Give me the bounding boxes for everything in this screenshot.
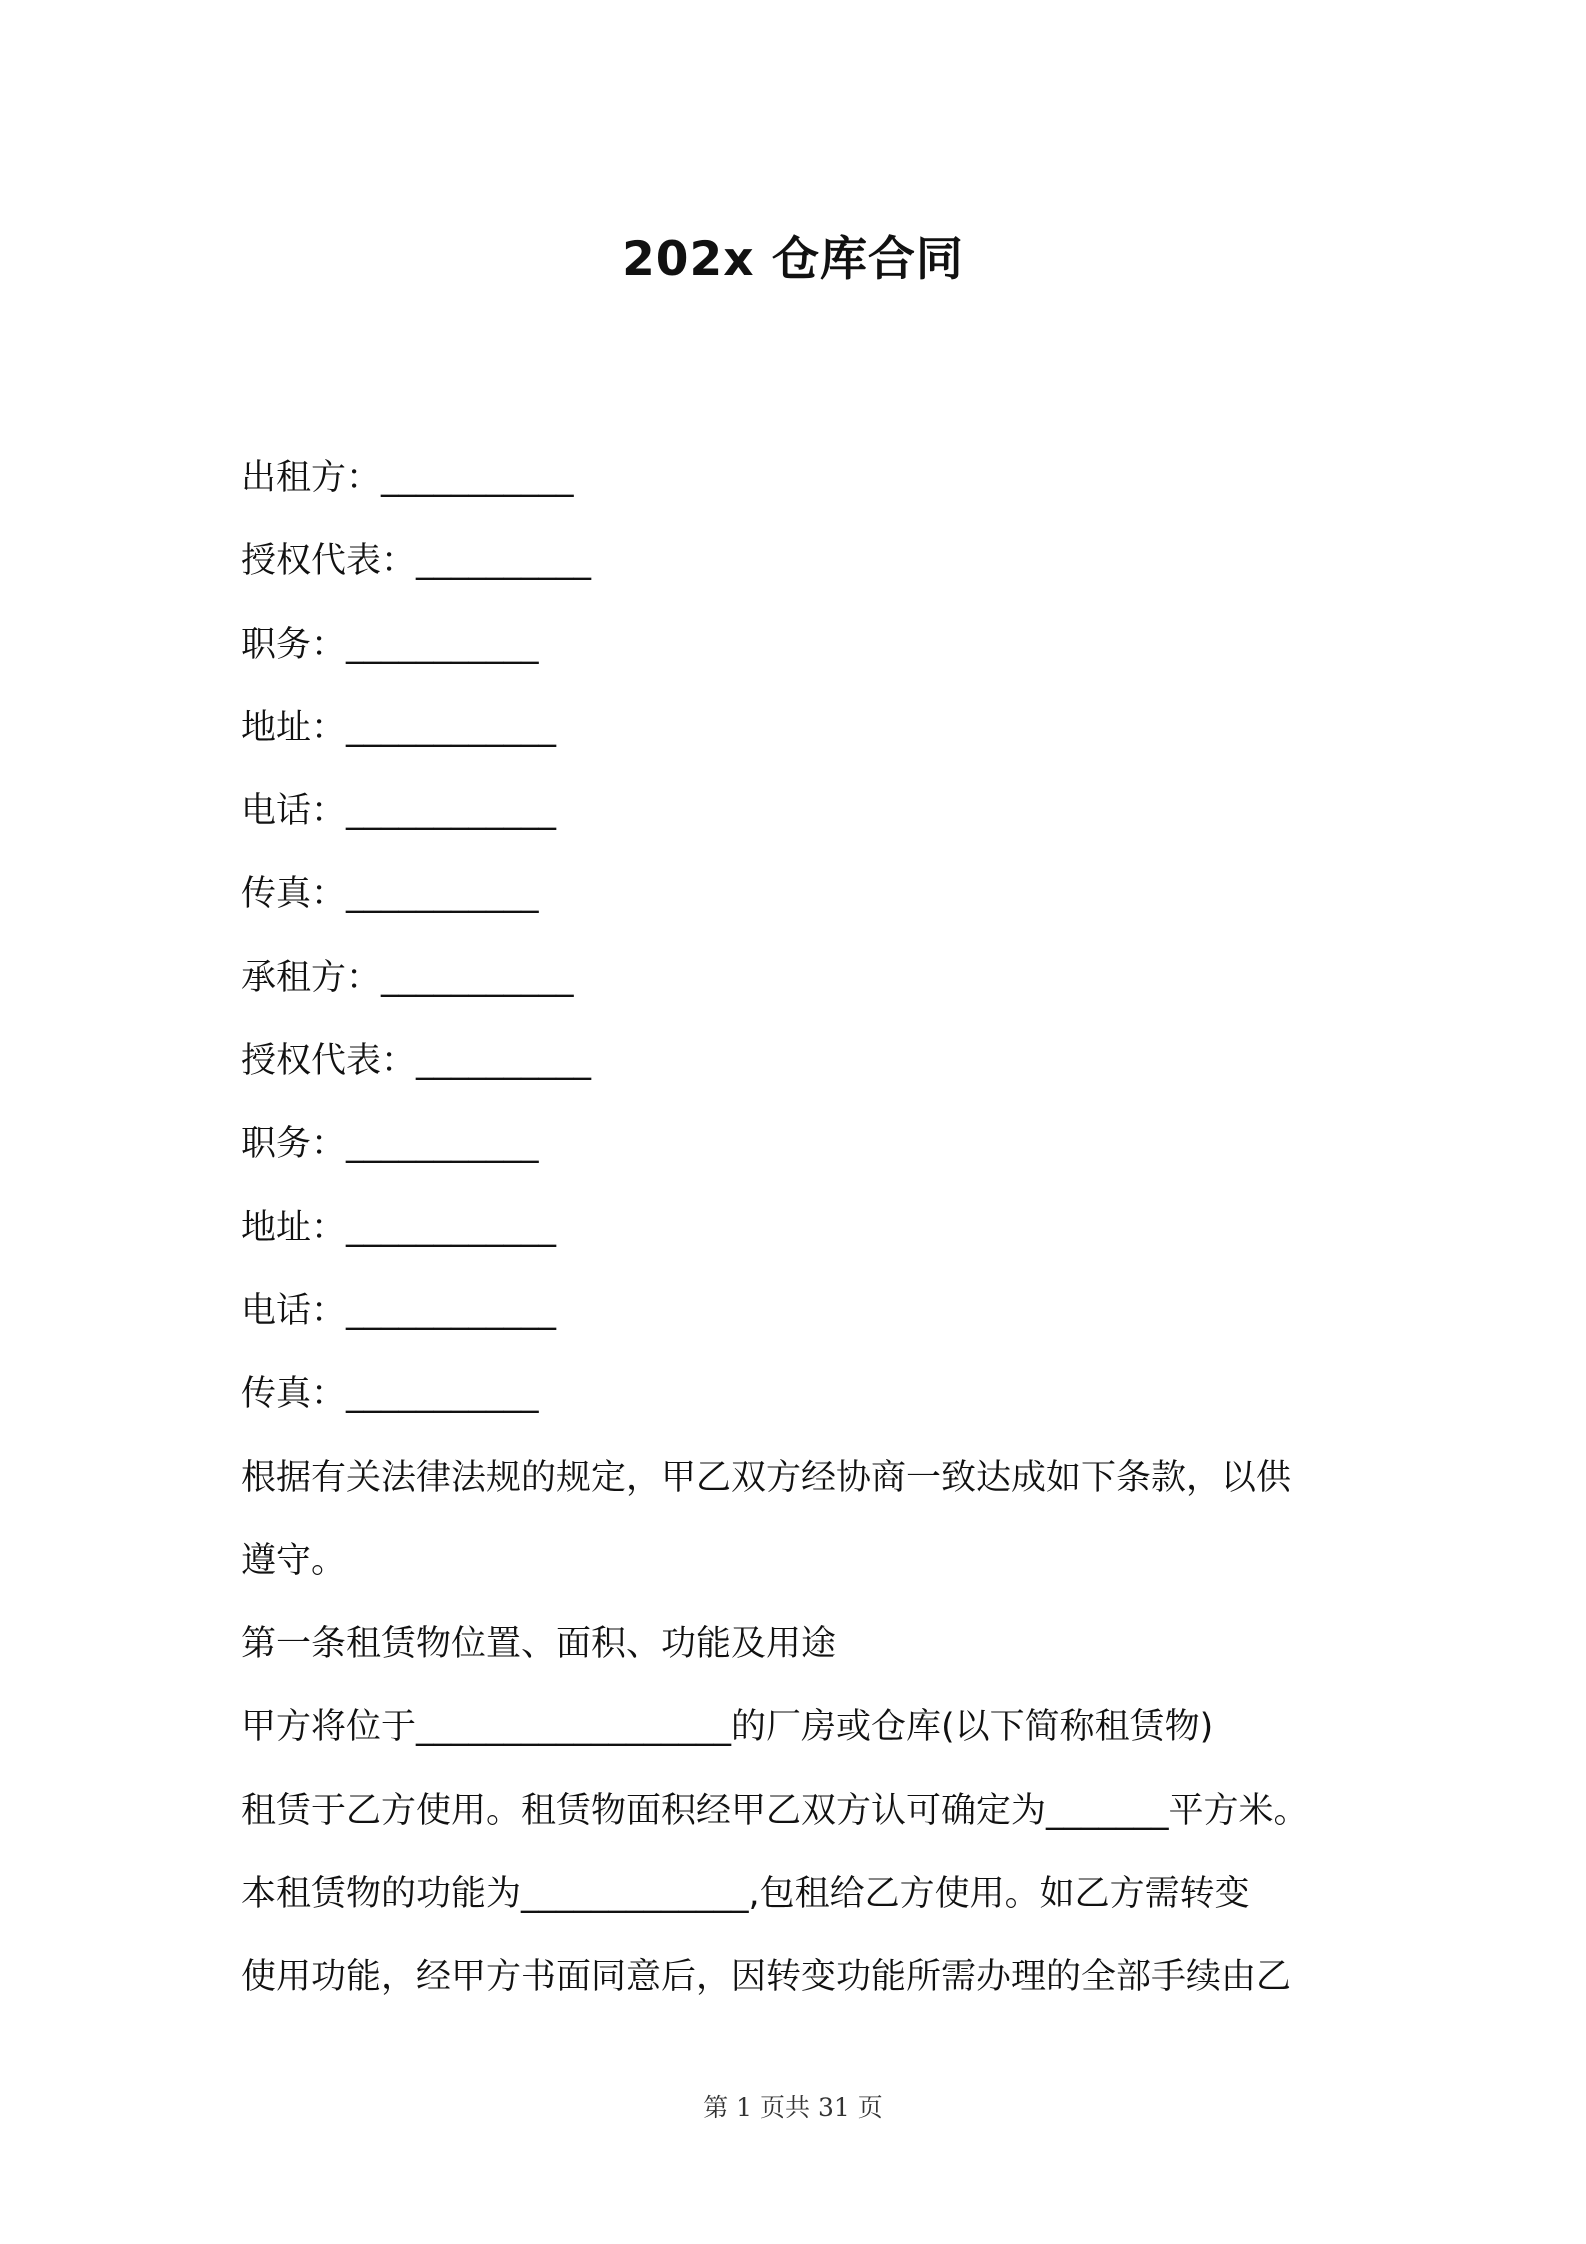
lessee-phone-line: 电话：____________ [241, 1290, 557, 1331]
preamble-line-1: 根据有关法律法规的规定，甲乙双方经协商一致达成如下条款，以供 [241, 1457, 1292, 1498]
lessee-address-line: 地址：____________ [241, 1207, 557, 1248]
article-1-heading: 第一条租赁物位置、面积、功能及用途 [241, 1624, 837, 1665]
lessee-fax-line: 传真：___________ [241, 1374, 539, 1415]
lessor-representative-line: 授权代表：__________ [241, 541, 592, 582]
lessee-line: 承租方：___________ [241, 957, 574, 998]
lessor-position-line: 职务：___________ [241, 624, 539, 665]
lessee-position-line: 职务：___________ [241, 1124, 539, 1165]
article-1-line-3: 本租赁物的功能为_____________,包租给乙方使用。如乙方需转变 [241, 1874, 1250, 1915]
lessor-fax-line: 传真：___________ [241, 874, 539, 915]
preamble-line-2: 遵守。 [241, 1540, 347, 1581]
article-1-line-1: 甲方将位于__________________的厂房或仓库(以下简称租赁物) [241, 1707, 1214, 1748]
page-footer: 第 1 页共 31 页 [703, 2093, 883, 2122]
article-1-line-4: 使用功能，经甲方书面同意后，因转变功能所需办理的全部手续由乙 [241, 1957, 1292, 1998]
lessee-representative-line: 授权代表：__________ [241, 1041, 592, 1082]
document-body [241, 448, 1381, 2031]
lessor-phone-line: 电话：____________ [241, 791, 557, 832]
lessor-line: 出租方：___________ [241, 458, 574, 498]
document-title: 202x 仓库合同 [622, 232, 964, 287]
article-1-line-2: 租赁于乙方使用。租赁物面积经甲乙双方认可确定为_______平方米。 [241, 1790, 1309, 1831]
lessor-address-line: 地址：____________ [241, 707, 557, 748]
